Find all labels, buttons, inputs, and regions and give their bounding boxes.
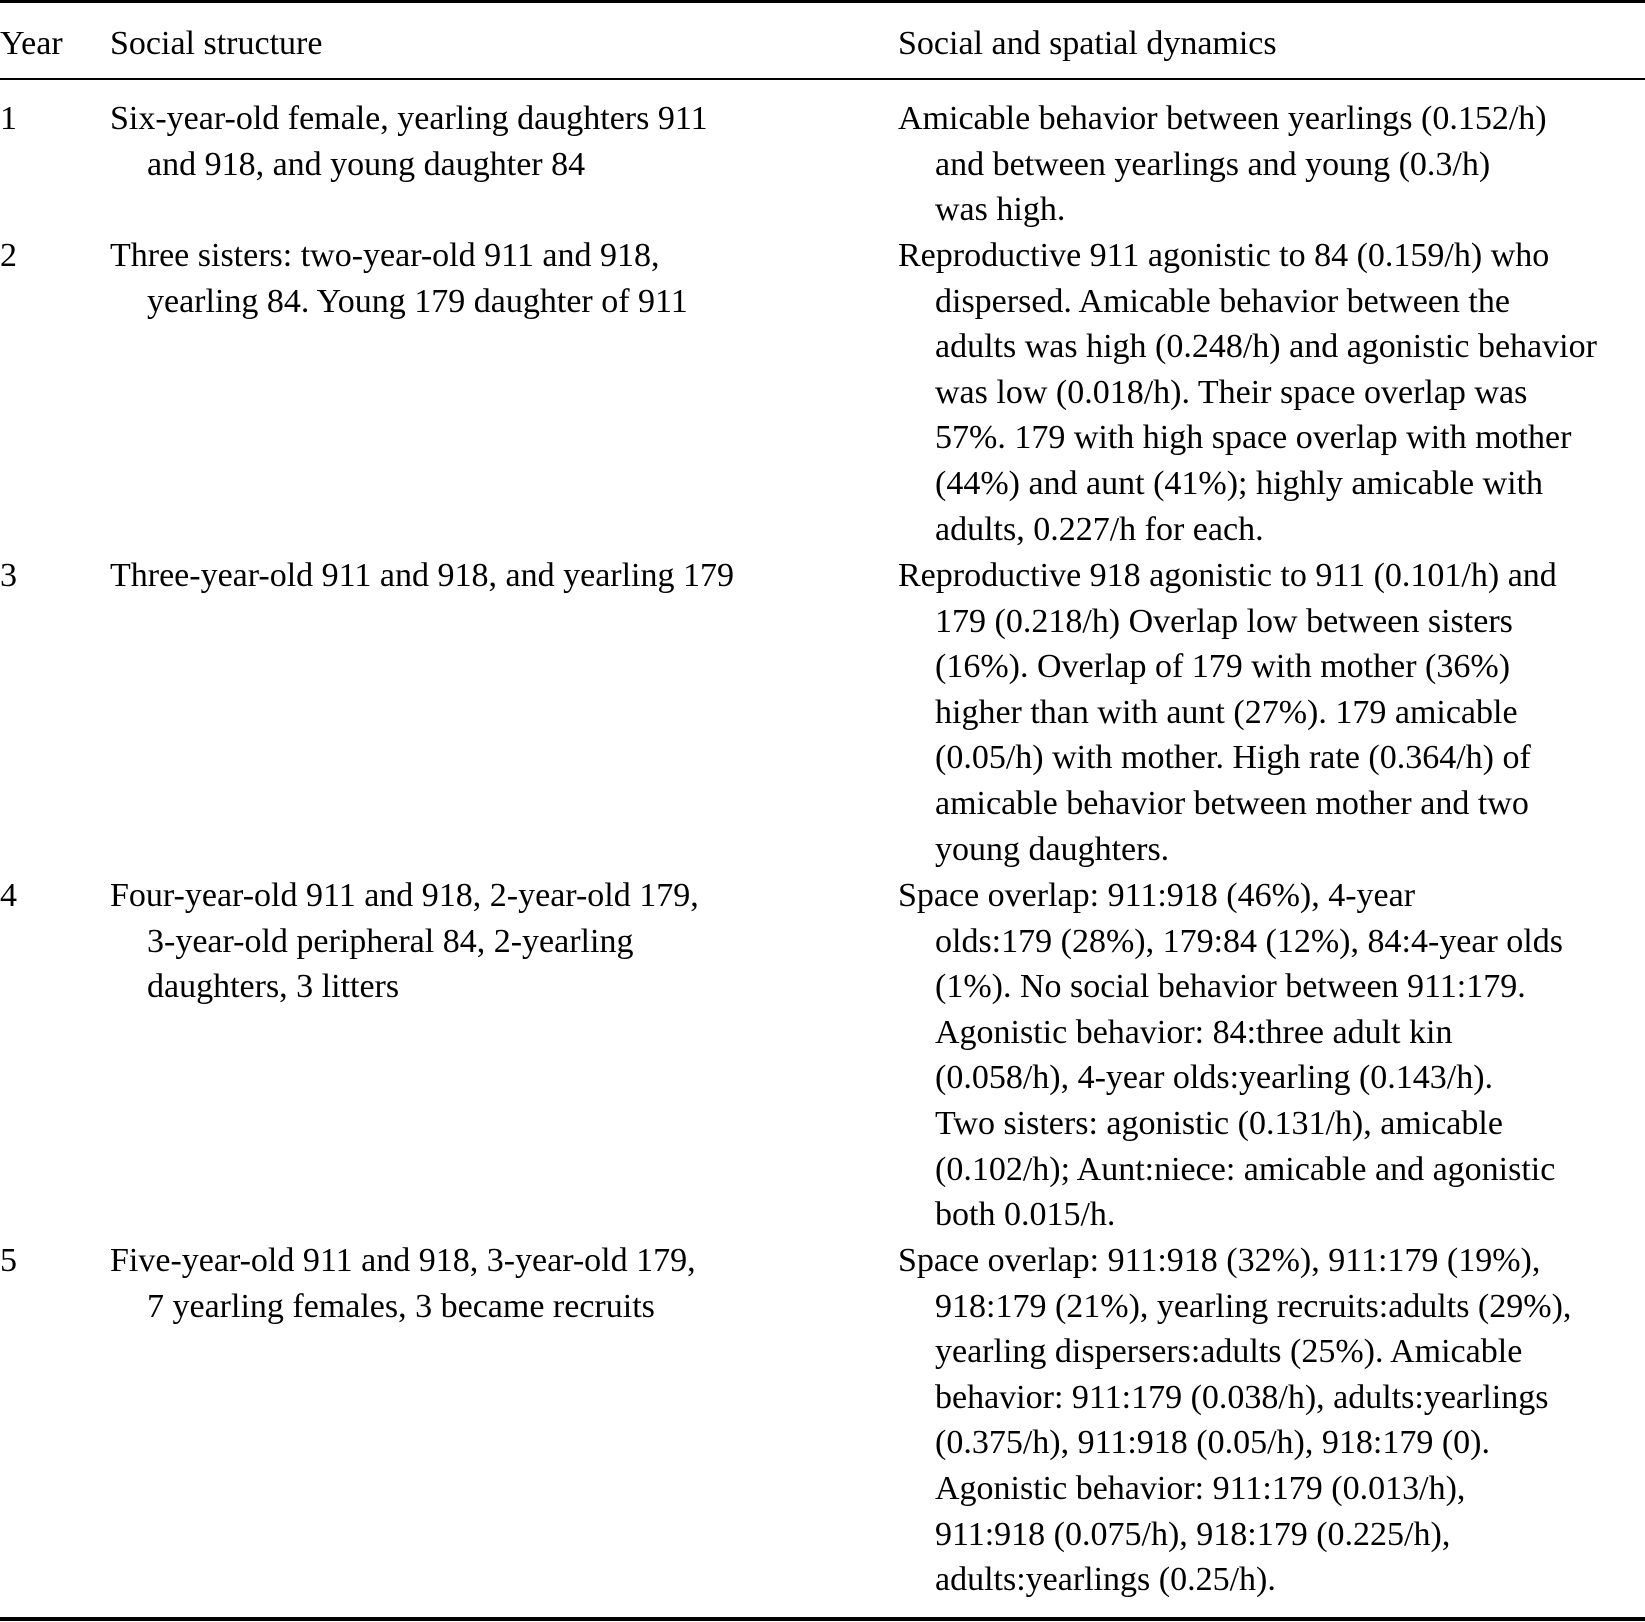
table-bottom-rule — [0, 1617, 1645, 1621]
text-line: dispersed. Amicable behavior between the — [935, 282, 1510, 320]
cell-social-structure — [110, 233, 810, 324]
text-line: Agonistic behavior: 911:179 (0.013/h), — [935, 1469, 1466, 1507]
text-line: (0.05/h) with mother. High rate (0.364/h) of — [935, 739, 1531, 777]
text-line: 57%. 179 with high space overlap with mother — [935, 419, 1572, 457]
text-line: (16%). Overlap of 179 with mother (36%) — [935, 648, 1511, 686]
header-dynamics: Social and spatial dynamics — [898, 25, 1277, 62]
text-line: behavior: 911:179 (0.038/h), adults:yearlings — [935, 1378, 1549, 1416]
text-line: Two sisters: agonistic (0.131/h), amicable — [935, 1104, 1503, 1142]
text-line: (0.102/h); Aunt:niece: amicable and agonistic — [935, 1150, 1556, 1188]
text-line: young daughters. — [935, 830, 1170, 868]
text-line: (0.375/h), 911:918 (0.05/h), 918:179 (0). — [935, 1424, 1490, 1462]
text-line: was high. — [935, 191, 1066, 229]
cell-dynamics — [898, 553, 1645, 872]
cell-dynamics — [898, 1238, 1645, 1603]
text-line: yearling 84. Young 179 daughter of 911 — [147, 282, 688, 320]
cell-year: 4 — [0, 877, 17, 914]
cell-dynamics — [898, 873, 1645, 1238]
cell-social-structure — [110, 96, 810, 187]
table-top-rule — [0, 0, 1645, 3]
cell-year: 3 — [0, 557, 17, 594]
text-line: Three sisters: two-year-old 911 and 918, — [110, 237, 660, 274]
text-line: 7 yearling females, 3 became recruits — [147, 1287, 655, 1325]
text-line: (1%). No social behavior between 911:179. — [935, 968, 1526, 1006]
cell-dynamics — [898, 96, 1645, 233]
header-social-structure: Social structure — [110, 25, 323, 62]
text-line: (44%) and aunt (41%); highly amicable with — [935, 464, 1544, 502]
text-line: adults, 0.227/h for each. — [935, 510, 1264, 548]
text-line: adults:yearlings (0.25/h). — [935, 1561, 1276, 1599]
text-line: Space overlap: 911:918 (46%), 4-year — [898, 877, 1416, 914]
text-line: and 918, and young daughter 84 — [147, 145, 586, 183]
text-line: Amicable behavior between yearlings (0.152/h) — [898, 100, 1547, 137]
text-line: Space overlap: 911:918 (32%), 911:179 (19%), — [898, 1242, 1541, 1279]
header-rule — [0, 78, 1645, 80]
text-line: was low (0.018/h). Their space overlap was — [935, 373, 1528, 411]
header-year: Year — [0, 25, 63, 62]
text-line: 911:918 (0.075/h), 918:179 (0.225/h), — [935, 1515, 1451, 1553]
cell-year: 2 — [0, 237, 17, 274]
text-line: Reproductive 918 agonistic to 911 (0.101/h) and — [898, 557, 1557, 594]
text-line: Five-year-old 911 and 918, 3-year-old 179, — [110, 1242, 696, 1279]
text-line: Four-year-old 911 and 918, 2-year-old 179, — [110, 877, 699, 914]
cell-year: 5 — [0, 1242, 17, 1279]
text-line: Reproductive 911 agonistic to 84 (0.159/h) who — [898, 237, 1550, 274]
text-line: higher than with aunt (27%). 179 amicable — [935, 693, 1518, 731]
text-line: both 0.015/h. — [935, 1196, 1116, 1234]
text-line: adults was high (0.248/h) and agonistic behavior — [935, 328, 1597, 366]
text-line: (0.058/h), 4-year olds:yearling (0.143/h). — [935, 1059, 1494, 1097]
text-line: Agonistic behavior: 84:three adult kin — [935, 1013, 1453, 1051]
cell-social-structure — [110, 873, 810, 1010]
text-line: Three-year-old 911 and 918, and yearling 179 — [110, 557, 735, 594]
text-line: 918:179 (21%), yearling recruits:adults (29%), — [935, 1287, 1572, 1325]
text-line: daughters, 3 litters — [147, 968, 400, 1006]
text-line: Six-year-old female, yearling daughters 911 — [110, 100, 708, 137]
cell-social-structure — [110, 1238, 810, 1329]
text-line: olds:179 (28%), 179:84 (12%), 84:4-year olds — [935, 922, 1563, 960]
text-line: 179 (0.218/h) Overlap low between sisters — [935, 602, 1513, 640]
text-line: 3-year-old peripheral 84, 2-yearling — [147, 922, 634, 960]
cell-social-structure — [110, 553, 810, 599]
text-line: and between yearlings and young (0.3/h) — [935, 145, 1491, 183]
cell-year: 1 — [0, 100, 17, 137]
text-line: amicable behavior between mother and two — [935, 784, 1529, 822]
cell-dynamics — [898, 233, 1645, 552]
text-line: yearling dispersers:adults (25%). Amicable — [935, 1333, 1523, 1371]
